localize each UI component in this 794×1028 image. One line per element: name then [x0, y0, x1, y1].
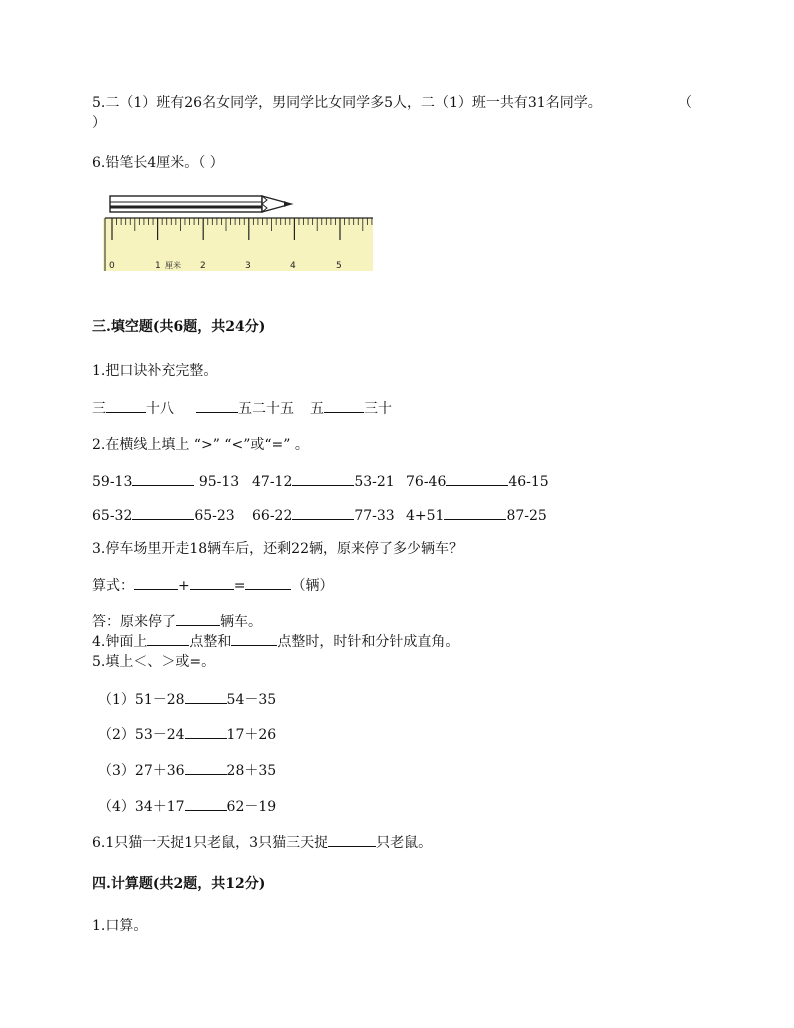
section-4-heading: 四.计算题(共2题，共12分): [92, 876, 266, 892]
answer-blank[interactable]: [446, 472, 508, 486]
ruler-label-0: 0: [109, 261, 115, 271]
judge-question-5-text: 5.二（1）班有26名女同学，男同学比女同学多5人，二（1）班一共有31名同学。: [92, 95, 602, 111]
fill-question-5-item-1: [98, 690, 276, 709]
fill-question-4: [92, 632, 459, 651]
expr-left: 65-32: [92, 508, 133, 524]
answer-blank[interactable]: [132, 506, 194, 520]
answer-blank[interactable]: [245, 576, 291, 590]
q4-suffix: 点整时，时针和分针成直角。: [277, 634, 460, 650]
judge-question-5: [92, 94, 602, 112]
fill-question-3-title: 3.停车场里开走18辆车后，还剩22辆，原来停了多少辆车？: [92, 541, 463, 557]
fill-question-2-row-2: [92, 506, 572, 524]
judge-question-6: 6.铅笔长4厘米。（ ）: [92, 155, 224, 171]
answer-blank[interactable]: [231, 632, 277, 646]
fill-question-5-title: 5.填上＜、＞或=。: [92, 654, 216, 670]
judge-question-5-paren-open: （: [678, 95, 692, 111]
formula-label: 算式：: [92, 578, 134, 594]
answer-blank[interactable]: [328, 833, 376, 847]
expr-left: （3）27＋36: [98, 763, 185, 779]
equals-sign: =: [233, 578, 246, 594]
fill-question-5-item-3: [98, 761, 276, 780]
answer-blank[interactable]: [324, 399, 364, 413]
ruler-label-unit: 厘米: [165, 261, 181, 270]
plus-sign: +: [178, 578, 190, 594]
answer-blank[interactable]: [147, 632, 189, 646]
answer-blank[interactable]: [292, 506, 354, 520]
fill-question-1-title: 1.把口诀补充完整。: [92, 363, 218, 379]
expr-left: （2）53－24: [98, 727, 185, 743]
fill-question-3-formula: [92, 576, 333, 595]
answer-blank[interactable]: [132, 472, 194, 486]
q1-part: 五二十五: [238, 401, 294, 417]
q4-mid: 点整和: [189, 634, 232, 650]
expr-left: 76-46: [406, 474, 447, 490]
judge-question-5-paren-close: ）: [92, 115, 106, 131]
expr-left: 47-12: [252, 474, 293, 490]
fill-question-3-answer: [92, 612, 262, 631]
answer-blank[interactable]: [444, 506, 506, 520]
q1-part: 三: [92, 401, 106, 417]
answer-blank[interactable]: [106, 399, 146, 413]
ruler-label-1: 1: [155, 261, 161, 271]
section-3-heading: 三.填空题(共6题，共24分): [92, 319, 266, 335]
answer-blank[interactable]: [185, 725, 227, 739]
expr-left: （4）34＋17: [98, 799, 185, 815]
fill-question-5-item-4: [98, 797, 276, 816]
q1-part: 三十: [364, 401, 392, 417]
calc-question-1-title: 1.口算。: [92, 918, 148, 934]
ruler-label-5: 5: [336, 261, 342, 271]
unit-label: （辆）: [291, 578, 334, 594]
q1-part: 五: [310, 401, 324, 417]
ruler-body: [103, 218, 373, 271]
expr-right: 87-25: [506, 508, 547, 524]
expr-right: 65-23: [194, 508, 235, 524]
answer-blank[interactable]: [196, 399, 238, 413]
ruler-label-4: 4: [290, 261, 296, 271]
expr-right: 17＋26: [226, 727, 277, 743]
q4-prefix: 4.钟面上: [92, 634, 148, 650]
expr-left: （1）51－28: [98, 692, 185, 708]
answer-blank[interactable]: [185, 797, 227, 811]
q6-suffix: 只老鼠。: [376, 835, 433, 851]
pencil-ruler-figure: [103, 193, 375, 273]
expr-right: 53-21: [354, 474, 395, 490]
pencil-icon: [110, 196, 291, 212]
answer-blank[interactable]: [185, 761, 227, 775]
fill-question-2-row-1: [92, 472, 572, 490]
expr-right: 46-15: [508, 474, 549, 490]
expr-right: 28＋35: [226, 763, 277, 779]
expr-right: 62－19: [226, 799, 277, 815]
expr-right: 54－35: [226, 692, 277, 708]
answer-blank[interactable]: [185, 690, 227, 704]
answer-prefix: 答：原来停了: [92, 614, 176, 630]
expr-left: 66-22: [252, 508, 293, 524]
ruler-label-2: 2: [200, 261, 206, 271]
q1-part: 十八: [146, 401, 174, 417]
expr-left: 4+51: [406, 508, 445, 524]
expr-right: 77-33: [354, 508, 395, 524]
expr-right: 95-13: [198, 474, 240, 490]
ruler-label-3: 3: [245, 261, 251, 271]
answer-blank[interactable]: [176, 612, 220, 626]
answer-blank[interactable]: [134, 576, 178, 590]
fill-question-1-body: [92, 399, 392, 418]
fill-question-2-title: 2.在横线上填上 “>” “<”或“=” 。: [92, 437, 309, 453]
fill-question-6: [92, 833, 432, 852]
expr-left: 59-13: [92, 474, 133, 490]
fill-question-5-item-2: [98, 725, 276, 744]
answer-blank[interactable]: [190, 576, 234, 590]
answer-suffix: 辆车。: [220, 614, 262, 630]
q6-prefix: 6.1只猫一天捉1只老鼠，3只猫三天捉: [92, 835, 329, 851]
answer-blank[interactable]: [292, 472, 354, 486]
